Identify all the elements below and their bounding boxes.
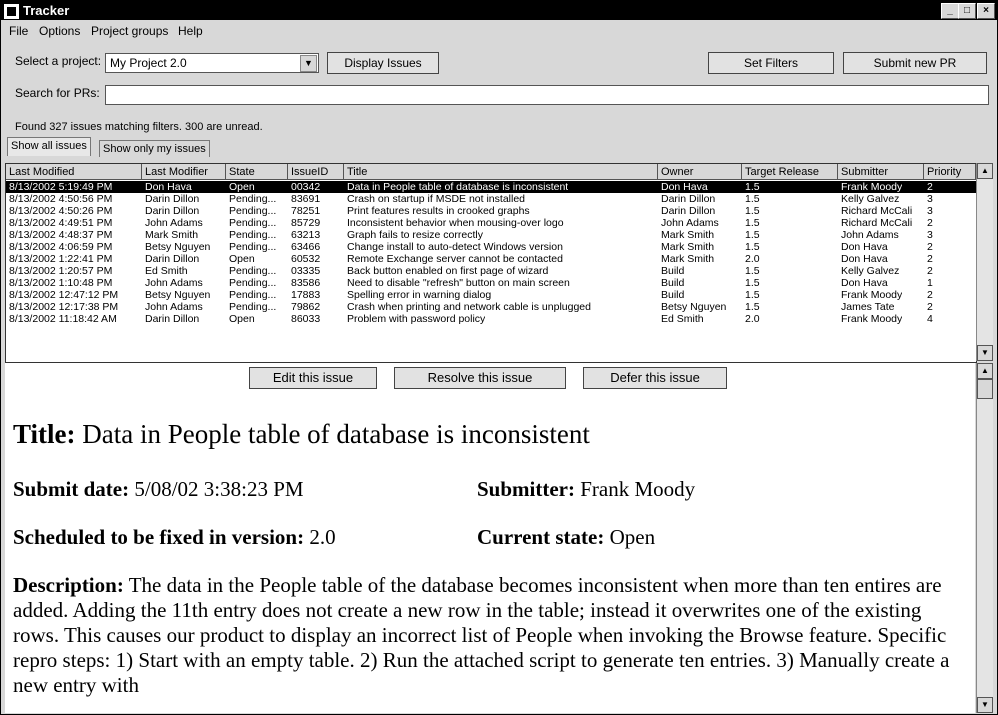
cell-last-modified: 8/13/2002 5:19:49 PM <box>9 181 113 193</box>
cell-priority: 2 <box>927 289 933 301</box>
menu-help[interactable]: Help <box>178 24 203 38</box>
set-filters-button[interactable]: Set Filters <box>708 52 834 74</box>
cell-state: Pending... <box>229 193 277 205</box>
scroll-up-icon[interactable]: ▲ <box>977 363 993 379</box>
submitter-value: Frank Moody <box>580 477 696 501</box>
cell-last-modifier: John Adams <box>145 301 203 313</box>
title-value: Data in People table of database is inconsistent <box>82 419 590 449</box>
table-row[interactable] <box>6 181 976 193</box>
cell-target-release: 1.5 <box>745 301 760 313</box>
cell-priority: 3 <box>927 205 933 217</box>
cell-title: Change install to auto-detect Windows version <box>347 241 563 253</box>
status-text: Found 327 issues matching filters. 300 are unread. <box>15 121 263 133</box>
minimize-button[interactable]: _ <box>941 3 959 19</box>
cell-target-release: 1.5 <box>745 217 760 229</box>
edit-issue-button[interactable]: Edit this issue <box>249 367 377 389</box>
cell-title: Problem with password policy <box>347 313 486 325</box>
cell-state: Open <box>229 181 255 193</box>
current-state <box>477 525 655 550</box>
description-value: The data in the People table of the database becomes inconsistent when more than ten entires are added. Adding the 11th entry does not create a new row in the table; instead it overwrites one of the existing rows. This causes our product to display an incorrect list of People when invoking the Browse feature. Specific repro steps: 1) Start with an empty table. 2) Run the attached script to generate ten entries. 3) Manually create a new entry with <box>13 573 950 697</box>
title-bar <box>1 1 997 20</box>
cell-last-modified: 8/13/2002 12:47:12 PM <box>9 289 119 301</box>
cell-last-modifier: Don Hava <box>145 181 192 193</box>
column-header-last-modified[interactable]: Last Modified <box>6 164 142 180</box>
cell-last-modifier: Mark Smith <box>145 229 199 241</box>
cell-target-release: 1.5 <box>745 289 760 301</box>
issue-detail-pane <box>5 363 975 713</box>
column-header-priority[interactable]: Priority <box>924 164 976 180</box>
cell-last-modified: 8/13/2002 1:20:57 PM <box>9 265 113 277</box>
cell-issue-id: 03335 <box>291 265 321 277</box>
table-row[interactable] <box>6 265 976 277</box>
cell-state: Pending... <box>229 289 277 301</box>
cell-last-modifier: Betsy Nguyen <box>145 289 211 301</box>
display-issues-button[interactable]: Display Issues <box>327 52 439 74</box>
cell-issue-id: 78251 <box>291 205 321 217</box>
table-row[interactable] <box>6 193 976 205</box>
cell-issue-id: 79862 <box>291 301 321 313</box>
cell-priority: 4 <box>927 313 933 325</box>
cell-priority: 2 <box>927 265 933 277</box>
cell-last-modified: 8/13/2002 4:50:26 PM <box>9 205 113 217</box>
column-header-state[interactable]: State <box>226 164 288 180</box>
cell-priority: 2 <box>927 217 933 229</box>
cell-title: Crash on startup if MSDE not installed <box>347 193 525 205</box>
cell-state: Pending... <box>229 217 277 229</box>
cell-submitter: Kelly Galvez <box>841 265 900 277</box>
scroll-up-icon[interactable]: ▲ <box>977 163 993 179</box>
resolve-issue-button[interactable]: Resolve this issue <box>394 367 566 389</box>
menu-options[interactable]: Options <box>39 24 81 38</box>
cell-title: Inconsistent behavior when mousing-over logo <box>347 217 564 229</box>
cell-submitter: Don Hava <box>841 253 888 265</box>
defer-issue-button[interactable]: Defer this issue <box>583 367 727 389</box>
cell-last-modified: 8/13/2002 4:49:51 PM <box>9 217 113 229</box>
cell-last-modifier: Darin Dillon <box>145 193 200 205</box>
table-row[interactable] <box>6 289 976 301</box>
chevron-down-icon[interactable]: ▼ <box>300 55 317 72</box>
cell-last-modifier: Darin Dillon <box>145 253 200 265</box>
cell-submitter: Richard McCali <box>841 205 913 217</box>
cell-owner: Mark Smith <box>661 241 715 253</box>
cell-submitter: Richard McCali <box>841 217 913 229</box>
state-label: Current state: <box>477 525 605 549</box>
column-header-issue-id[interactable]: IssueID <box>288 164 344 180</box>
submit-new-pr-button[interactable]: Submit new PR <box>843 52 987 74</box>
cell-last-modified: 8/13/2002 1:10:48 PM <box>9 277 113 289</box>
column-header-title[interactable]: Title <box>344 164 658 180</box>
cell-priority: 3 <box>927 193 933 205</box>
cell-last-modifier: Darin Dillon <box>145 313 200 325</box>
cell-title: Spelling error in warning dialog <box>347 289 492 301</box>
cell-submitter: Don Hava <box>841 241 888 253</box>
cell-owner: Don Hava <box>661 181 708 193</box>
cell-title: Back button enabled on first page of wizard <box>347 265 549 277</box>
cell-issue-id: 17883 <box>291 289 321 301</box>
cell-owner: Betsy Nguyen <box>661 301 727 313</box>
cell-last-modifier: Darin Dillon <box>145 205 200 217</box>
cell-issue-id: 85729 <box>291 217 321 229</box>
column-header-submitter[interactable]: Submitter <box>838 164 924 180</box>
cell-state: Open <box>229 253 255 265</box>
cell-last-modified: 8/13/2002 4:50:56 PM <box>9 193 113 205</box>
table-scrollbar[interactable] <box>976 163 993 361</box>
cell-target-release: 1.5 <box>745 205 760 217</box>
cell-title: Need to disable "refresh" button on main screen <box>347 277 570 289</box>
cell-owner: Build <box>661 265 685 277</box>
cell-target-release: 1.5 <box>745 265 760 277</box>
table-row[interactable] <box>6 253 976 265</box>
cell-submitter: Frank Moody <box>841 289 903 301</box>
cell-last-modified: 8/13/2002 11:18:42 AM <box>9 313 117 325</box>
scroll-thumb[interactable] <box>977 379 993 399</box>
cell-priority: 1 <box>927 277 933 289</box>
project-label: Select a project: <box>15 54 102 68</box>
submit-date-label: Submit date: <box>13 477 130 501</box>
cell-owner: Build <box>661 277 685 289</box>
cell-last-modified: 8/13/2002 4:48:37 PM <box>9 229 113 241</box>
scroll-down-icon[interactable]: ▼ <box>977 697 993 713</box>
cell-issue-id: 63213 <box>291 229 321 241</box>
cell-state: Pending... <box>229 277 277 289</box>
cell-priority: 2 <box>927 181 933 193</box>
version-value: 2.0 <box>309 525 336 549</box>
cell-target-release: 1.5 <box>745 181 760 193</box>
cell-last-modified: 8/13/2002 1:22:41 PM <box>9 253 113 265</box>
state-value: Open <box>609 525 656 549</box>
issue-description <box>13 573 963 698</box>
cell-owner: Ed Smith <box>661 313 704 325</box>
column-header-owner[interactable]: Owner <box>658 164 742 180</box>
cell-owner: Mark Smith <box>661 229 715 241</box>
cell-issue-id: 63466 <box>291 241 321 253</box>
cell-state: Pending... <box>229 301 277 313</box>
table-row[interactable] <box>6 277 976 289</box>
column-header-target-release[interactable]: Target Release <box>742 164 838 180</box>
scroll-down-icon[interactable]: ▼ <box>977 345 993 361</box>
cell-state: Pending... <box>229 241 277 253</box>
cell-owner: Darin Dillon <box>661 193 716 205</box>
search-label: Search for PRs: <box>15 86 100 100</box>
cell-issue-id: 60532 <box>291 253 321 265</box>
cell-title: Data in People table of database is inconsistent <box>347 181 569 193</box>
submitter <box>477 477 695 502</box>
search-input[interactable] <box>105 85 989 105</box>
version-label: Scheduled to be fixed in version: <box>13 525 305 549</box>
cell-issue-id: 86033 <box>291 313 321 325</box>
cell-last-modified: 8/13/2002 12:17:38 PM <box>9 301 119 313</box>
tab-show-my-issues[interactable]: Show only my issues <box>99 140 210 157</box>
cell-submitter: Frank Moody <box>841 313 903 325</box>
cell-issue-id: 83586 <box>291 277 321 289</box>
cell-target-release: 1.5 <box>745 241 760 253</box>
tab-show-all-issues[interactable]: Show all issues <box>7 137 91 156</box>
cell-title: Remote Exchange server cannot be contacted <box>347 253 563 265</box>
cell-owner: Darin Dillon <box>661 205 716 217</box>
cell-issue-id: 83691 <box>291 193 321 205</box>
cell-state: Open <box>229 313 255 325</box>
submitter-label: Submitter: <box>477 477 575 501</box>
project-select[interactable] <box>105 53 319 73</box>
cell-title: Graph fails to resize correctly <box>347 229 483 241</box>
cell-owner: Mark Smith <box>661 253 715 265</box>
cell-title: Crash when printing and network cable is unplugged <box>347 301 591 313</box>
cell-state: Pending... <box>229 265 277 277</box>
cell-state: Pending... <box>229 205 277 217</box>
project-select-value: My Project 2.0 <box>110 56 187 70</box>
cell-submitter: John Adams <box>841 229 899 241</box>
issues-table <box>5 163 977 363</box>
table-row[interactable] <box>6 241 976 253</box>
detail-scrollbar[interactable] <box>976 363 993 713</box>
cell-priority: 3 <box>927 229 933 241</box>
table-row[interactable] <box>6 217 976 229</box>
cell-submitter: James Tate <box>841 301 895 313</box>
cell-target-release: 2.0 <box>745 313 760 325</box>
issue-title <box>13 419 590 450</box>
close-button[interactable]: × <box>977 3 995 19</box>
menu-file[interactable]: File <box>9 24 29 38</box>
cell-issue-id: 00342 <box>291 181 321 193</box>
cell-target-release: 1.5 <box>745 277 760 289</box>
cell-priority: 2 <box>927 253 933 265</box>
cell-title: Print features results in crooked graphs <box>347 205 530 217</box>
table-row[interactable] <box>6 313 976 325</box>
table-row[interactable] <box>6 229 976 241</box>
cell-last-modifier: Ed Smith <box>145 265 188 277</box>
window-title: Tracker <box>23 3 70 18</box>
description-label: Description: <box>13 573 124 597</box>
scheduled-version <box>13 525 336 550</box>
cell-last-modifier: John Adams <box>145 217 203 229</box>
submit-date <box>13 477 304 502</box>
cell-owner: Build <box>661 289 685 301</box>
cell-last-modifier: Betsy Nguyen <box>145 241 211 253</box>
cell-last-modifier: John Adams <box>145 277 203 289</box>
cell-target-release: 2.0 <box>745 253 760 265</box>
cell-target-release: 1.5 <box>745 229 760 241</box>
table-row[interactable] <box>6 205 976 217</box>
maximize-button[interactable]: □ <box>958 3 976 19</box>
title-label: Title: <box>13 419 76 449</box>
column-header-last-modifier[interactable]: Last Modifier <box>142 164 226 180</box>
cell-owner: John Adams <box>661 217 719 229</box>
menu-project-groups[interactable]: Project groups <box>91 24 169 38</box>
submit-date-value: 5/08/02 3:38:23 PM <box>134 477 304 501</box>
cell-submitter: Don Hava <box>841 277 888 289</box>
table-row[interactable] <box>6 301 976 313</box>
cell-submitter: Kelly Galvez <box>841 193 900 205</box>
cell-last-modified: 8/13/2002 4:06:59 PM <box>9 241 113 253</box>
cell-target-release: 1.5 <box>745 193 760 205</box>
cell-priority: 2 <box>927 301 933 313</box>
cell-priority: 2 <box>927 241 933 253</box>
cell-state: Pending... <box>229 229 277 241</box>
cell-submitter: Frank Moody <box>841 181 903 193</box>
app-icon <box>4 4 19 19</box>
